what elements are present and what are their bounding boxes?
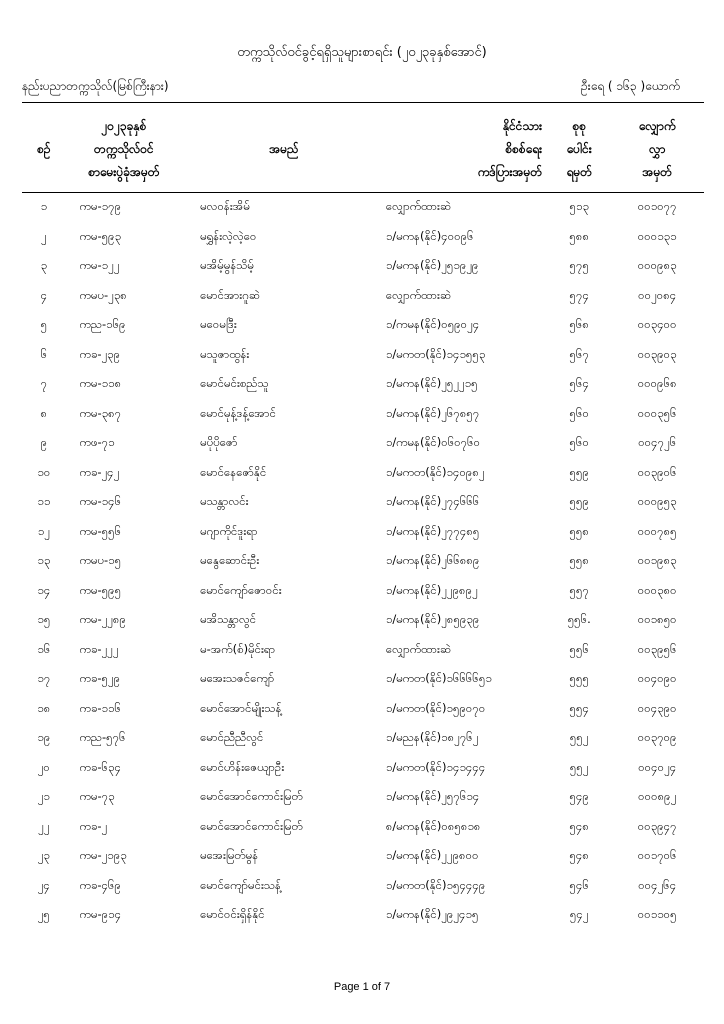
cell-nrc: ၁/မကန(နိုင်)၂၆၆၈၈၉ [385, 553, 480, 568]
table-body [22, 193, 704, 931]
cell-nrc: ၁/မကန(နိုင်)၂၇၇၄၈၅ [385, 523, 480, 538]
cell-name: မောင်အောင်မျိုးသန့် [200, 700, 282, 715]
cell-no: ၁၅ [37, 612, 51, 627]
header-seat-line-3: ရမှတ် [566, 164, 592, 179]
cell-name: မောင်အားဂူဆဲ [200, 287, 260, 302]
cell-nrc: ၁/ကမန(နိုင်)၀၆၀၇၆၀ [385, 435, 481, 450]
cell-no: ၉ [40, 435, 48, 450]
table-row [22, 665, 704, 695]
cell-nrc: ၁/ကမန(နိုင်)၀၅၉၀၂၄ [385, 317, 480, 332]
cell-no: ၇ [40, 376, 48, 391]
cell-name: မောင်မင်းစည်သူ [200, 376, 269, 391]
cell-seat: ၅၅၉ [569, 464, 589, 479]
cell-license: ကဖ-၇၁ [79, 435, 115, 450]
table-row [22, 341, 704, 371]
university-name: နည်းပညာတက္ကသိုလ်(မြစ်ကြီးနား) [22, 79, 169, 93]
table-header [22, 106, 704, 193]
cell-seat: ၅၅၆. [567, 612, 591, 627]
cell-name: မောင်အောင်ကောင်းမြတ် [200, 789, 303, 804]
cell-nrc: လျှောက်ထားဆဲ [385, 641, 452, 656]
cell-license: ကမ-၁၁၈ [79, 376, 122, 391]
cell-nrc: ၁/မကတ(နိုင်)၁၄၁၄၄၄ [385, 759, 486, 774]
cell-license: ကမပ-၂၃၈ [79, 287, 127, 302]
cell-name: မောင်ဟိန်းဇေယျာဦး [200, 759, 285, 774]
cell-no: ၁၁ [37, 494, 51, 509]
table-row [22, 872, 704, 902]
cell-nrc: ၁/မကန(နိုင်)၄၀၀၉၆ [385, 228, 474, 243]
cell-application: ၀၀၁၉၈၃ [637, 553, 677, 568]
cell-application: ၀၀၃၉၀၆ [637, 464, 677, 479]
table-row [22, 282, 704, 312]
cell-application: ၀၀၃၄၀၀ [637, 317, 677, 332]
cell-seat: ၅၇၅ [569, 258, 589, 273]
admission-table [22, 106, 704, 931]
cell-no: ၁၆ [37, 641, 51, 656]
cell-name: မပိုပိုဇော် [200, 435, 238, 450]
cell-seat: ၅၆၄ [569, 376, 589, 391]
cell-seat: ၅၄၈ [569, 818, 589, 833]
cell-no: ၁၉ [37, 730, 51, 745]
header-application-line-3: အမှတ် [642, 164, 672, 179]
cell-application: ၀၀၁၁၀၅ [637, 907, 677, 922]
table-row [22, 813, 704, 843]
cell-license: ကည-၁၆၉ [79, 317, 126, 332]
total-count: ဦးရေ ( ၁၆၃ )ယောက် [580, 79, 680, 93]
cell-seat: ၅၅၈ [569, 553, 589, 568]
cell-license: ကမ-၉၁၄ [79, 907, 122, 922]
header-seat-line-1: စုစု [572, 118, 586, 133]
cell-no: ၅ [40, 317, 48, 332]
table-row [22, 518, 704, 548]
cell-nrc: ၁/မကန(နိုင်)၂၇၄၆၆၆ [385, 494, 480, 509]
cell-license: ကမ-၅၉၃ [79, 228, 122, 243]
cell-application: ၀၀၃၉၄၇ [637, 818, 677, 833]
cell-no: ၂ [41, 228, 47, 243]
header-name [182, 106, 386, 193]
cell-seat: ၅၄၉ [569, 789, 589, 804]
cell-nrc: ၁/မကတ(နိုင်)၁၅၄၄၄၉ [385, 877, 486, 892]
table-row [22, 488, 704, 518]
cell-no: ၂၂ [38, 818, 50, 833]
cell-nrc: ၁/မကန(နိုင်)၂၅၁၉၂၉ [385, 258, 479, 273]
table-row [22, 783, 704, 813]
cell-nrc: လျှောက်ထားဆဲ [385, 199, 452, 214]
cell-no: ၁၃ [37, 553, 51, 568]
header-application-line-2: လွှာ [649, 141, 666, 156]
table-row [22, 459, 704, 489]
cell-license: ကမ-၁၂၂ [79, 258, 120, 273]
cell-application: ၀၀၀၃၈၀ [637, 582, 677, 597]
table-row [22, 223, 704, 253]
cell-seat: ၅၆၀ [569, 435, 589, 450]
cell-name: မဂျာကိုင်ဒူးရာ [200, 523, 258, 538]
cell-nrc: ၁/မကန(နိုင်)၂၉၂၄၁၅ [385, 907, 479, 922]
cell-nrc: ၁/မကန(နိုင်)၂၂၉၈၀၀ [385, 848, 479, 863]
cell-application: ၀၀၃၇၀၉ [637, 730, 677, 745]
header-license [66, 106, 182, 193]
header-license-line-2: တက္ကသိုလ်ဝင် [94, 141, 154, 156]
cell-application: ၀၀၃၉၅၆ [637, 641, 677, 656]
cell-seat: ၅၁၃ [569, 199, 589, 214]
cell-application: ၀၀၀၇၈၅ [637, 523, 677, 538]
cell-no: ၂၃ [37, 848, 50, 863]
cell-nrc: ၁/မကန(နိုင်)၂၂၉၈၉၂ [385, 582, 478, 597]
cell-seat: ၅၅၄ [569, 700, 589, 715]
header-license-line-1: ၂၀၂၃ခုနှစ် [101, 118, 147, 133]
cell-license: ကမပ-၁၅ [79, 553, 122, 568]
cell-name: မောင်ညီညီလွင် [200, 730, 264, 745]
table-row [22, 577, 704, 607]
cell-name: မလဝန်းအိမ် [200, 199, 250, 214]
cell-name: မောင်ကျော်ဇောဝင်း [200, 582, 282, 597]
cell-no: ၁ [40, 199, 48, 214]
cell-application: ၀၀၁၀၇၇ [637, 199, 677, 214]
cell-license: ကခ-၂၃၉ [79, 346, 121, 361]
cell-license: ကမ-၇၃ [79, 789, 115, 804]
cell-name: မောင်မုန့်ဒန့်အောင် [200, 405, 276, 420]
cell-no: ၁၂ [37, 523, 50, 538]
cell-no: ၂၅ [37, 907, 50, 922]
cell-application: ၀၀၄၂၆၄ [638, 877, 677, 892]
cell-application: ၀၀၁၈၅၀ [637, 612, 677, 627]
header-application-line-1: လျှောက် [638, 118, 676, 133]
cell-name: မအေးသဇင်ကျော် [200, 671, 275, 686]
cell-name: မသူဇာထွန်း [200, 346, 250, 361]
cell-nrc: ၁/မကတ(နိုင်)၁၆၆၆၆၅၁ [385, 671, 492, 686]
cell-nrc: ၁/မကန(နိုင်)၂၈၅၉၃၉ [385, 612, 480, 627]
cell-nrc: ၁/မကန(နိုင်)၂၅၇၆၁၄ [385, 789, 480, 804]
cell-nrc: ၁/မကတ(နိုင်)၁၅၉၀၇၀ [385, 700, 486, 715]
cell-name: မောင်ကျော်မင်းသန့် [200, 877, 281, 892]
cell-license: ကခ-၄၆၉ [79, 877, 121, 892]
cell-nrc: ၁/မကန(နိုင်)၂၅၂၂၁၅ [385, 376, 478, 391]
cell-seat: ၅၆၇ [569, 346, 589, 361]
cell-name: မသန္တာလင်း [200, 494, 249, 509]
cell-license: ကခ-၂ [79, 818, 108, 833]
table-row [22, 724, 704, 754]
cell-seat: ၅၅၂ [569, 730, 589, 745]
header-seat-line-2: ပေါင်း [566, 141, 592, 156]
cell-license: ကည-၅၇၆ [79, 730, 126, 745]
cell-no: ၁၈ [37, 700, 51, 715]
cell-seat: ၅၅၈ [569, 523, 589, 538]
cell-name: မောင်အောင်ကောင်းမြတ် [200, 818, 303, 833]
header-application [610, 106, 704, 193]
header-nrc-line-1: နိုင်ငံသား [502, 118, 543, 133]
document-title: တက္ကသိုလ်ဝင်ခွင့်ရရှိသူများစာရင်း (၂၀၂၃ခုနှစ်အောင်) [237, 45, 487, 60]
cell-nrc: ၁/မကတ(နိုင်)၁၄၀၉၈၂ [385, 464, 485, 479]
cell-application: ၀၀၄၀၉၀ [637, 671, 677, 686]
cell-license: ကမ-၂၁၉၃ [79, 848, 127, 863]
cell-license: ကမ-၅၅၆ [79, 523, 122, 538]
cell-no: ၁၄ [37, 582, 51, 597]
cell-name: မအိသန္တာလွင် [200, 612, 257, 627]
cell-application: ၀၀၂၀၈၄ [638, 287, 677, 302]
table-row [22, 842, 704, 872]
cell-license: ကမ-၅၉၅ [79, 582, 122, 597]
cell-application: ၀၀၄၀၂၄ [638, 759, 677, 774]
table-row [22, 252, 704, 282]
cell-application: ၀၀၀၉၅၃ [637, 494, 677, 509]
cell-application: ၀၀၃၉၀၃ [637, 346, 677, 361]
table-row [22, 754, 704, 784]
cell-application: ၀၀၄၇၂၆ [638, 435, 677, 450]
cell-seat: ၅၅၂ [569, 759, 589, 774]
cell-no: ၂၄ [37, 877, 50, 892]
cell-name: မရွှန်းလဲ့လဲ့ဝေ [200, 228, 257, 243]
table-row [22, 400, 704, 430]
header-nrc-line-3: ကဒ်ပြားအမှတ် [477, 164, 543, 179]
cell-seat: ၅၅၆ [569, 641, 589, 656]
cell-nrc: လျှောက်ထားဆဲ [385, 287, 452, 302]
cell-name: မအေးမြတ်မွန် [200, 848, 259, 863]
cell-license: ကမ-၃၈၇ [79, 405, 122, 420]
cell-license: ကခ-၅၂၉ [79, 671, 121, 686]
cell-application: ၀၀၄၃၉၀ [637, 700, 677, 715]
cell-license: ကခ-၂၂၂ [79, 641, 119, 656]
cell-no: ၁၇ [37, 671, 51, 686]
cell-seat: ၅၇၄ [569, 287, 589, 302]
cell-name: မဝေမဒြီး [200, 317, 237, 332]
cell-name: မနွေဆောင်းဦး [200, 553, 260, 568]
cell-seat: ၅၆၀ [569, 405, 589, 420]
table-row [22, 695, 704, 725]
header-rule [22, 102, 704, 103]
cell-application: ၀၀၀၉၈၃ [637, 258, 677, 273]
cell-license: ကမ-၂၂၈၉ [79, 612, 126, 627]
cell-seat: ၅၆၈ [569, 317, 589, 332]
cell-application: ၀၀၁၇၀၆ [637, 848, 677, 863]
header-row [22, 106, 704, 193]
header-no [22, 106, 66, 193]
header-name-line: အမည် [269, 141, 299, 156]
table-row [22, 370, 704, 400]
header-nrc [386, 106, 548, 193]
cell-license: ကမ-၁၄၆ [79, 494, 122, 509]
table-row [22, 606, 704, 636]
cell-nrc: ၁/မကန(နိုင်)၂၆၇၈၅၇ [385, 405, 480, 420]
header-license-line-3: စာမေးပွဲခုံအမှတ် [88, 164, 160, 179]
table-row [22, 429, 704, 459]
cell-no: ၁၀ [37, 464, 51, 479]
table-row [22, 636, 704, 666]
cell-no: ၈ [40, 405, 48, 420]
cell-seat: ၅၈၈ [569, 228, 590, 243]
cell-license: ကမ-၁၇၉ [79, 199, 122, 214]
header-seat [548, 106, 610, 193]
cell-name: မအိမ့်မွန်သိမ့် [200, 258, 254, 273]
cell-seat: ၅၅၇ [569, 582, 589, 597]
page-footer: Page 1 of 7 [333, 981, 391, 993]
cell-application: ၀၀၀၃၅၆ [637, 405, 677, 420]
table-row [22, 311, 704, 341]
table-row [22, 547, 704, 577]
header-no-line: စဉ် [37, 141, 51, 156]
cell-no: ၄ [40, 287, 48, 302]
cell-license: ကခ-၁၁၆ [79, 700, 121, 715]
cell-license: ကခ-၂၄၂ [79, 464, 120, 479]
cell-application: ၀၀၀၈၉၂ [638, 789, 677, 804]
cell-license: ကခ-၆၃၄ [79, 759, 121, 774]
cell-nrc: ၁/မကတ(နိုင်)၁၄၁၅၅၃ [385, 346, 486, 361]
cell-no: ၆ [40, 346, 48, 361]
header-nrc-line-2: စိစစ်ရေး [505, 141, 543, 156]
cell-application: ၀၀၀၁၃၁ [637, 228, 677, 243]
table-row [22, 901, 704, 931]
cell-seat: ၅၅၅ [569, 671, 589, 686]
cell-seat: ၅၄၂ [569, 907, 589, 922]
table-row [22, 193, 704, 223]
cell-no: ၂၀ [37, 759, 50, 774]
cell-seat: ၅၅၉ [569, 494, 589, 509]
cell-no: ၃ [40, 258, 48, 273]
cell-name: မ-အက်(စ်)မိုင်းရာ [200, 641, 276, 656]
cell-no: ၂၁ [37, 789, 50, 804]
cell-name: မောင်ဝင်းရှိန်နိုင် [200, 907, 265, 922]
cell-application: ၀၀၀၉၆၈ [637, 376, 677, 391]
cell-nrc: ၈/မကန(နိုင်)၀၈၅၈၁၈ [385, 818, 481, 833]
cell-seat: ၅၄၆ [569, 877, 589, 892]
cell-name: မောင်နေဇော်နိုင် [200, 464, 267, 479]
cell-nrc: ၁/မညန(နိုင်)၁၈၂၇၆၂ [385, 730, 479, 745]
cell-seat: ၅၄၈ [569, 848, 589, 863]
